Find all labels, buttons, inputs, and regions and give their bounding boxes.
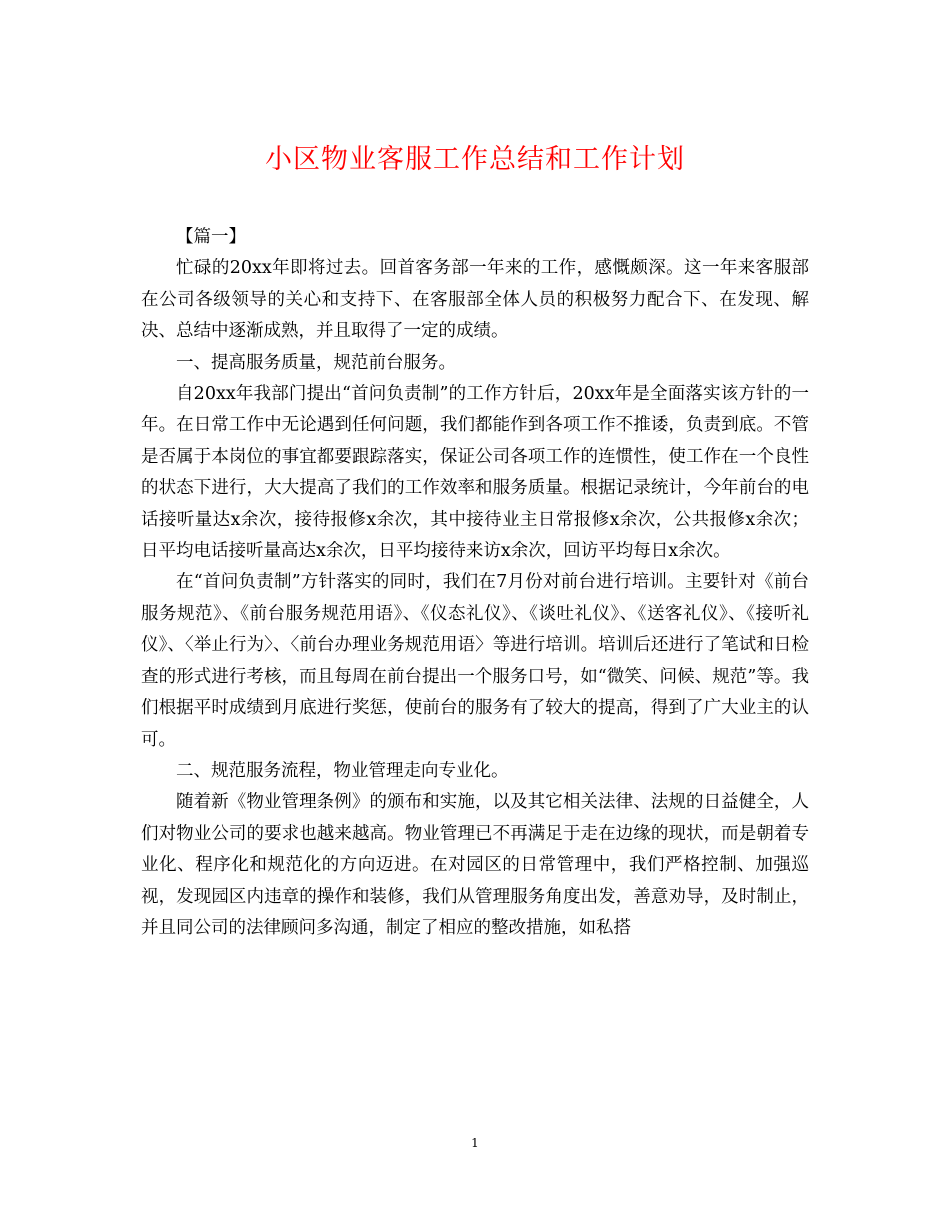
page-number: 1	[471, 1136, 479, 1150]
section-heading: 二、规范服务流程，物业管理走向专业化。	[176, 760, 509, 781]
section-heading: 一、提高服务质量，规范前台服务。	[176, 352, 456, 373]
document-title: 小区物业客服工作总结和工作计划	[265, 144, 685, 175]
document-body	[141, 222, 809, 944]
paragraph: 自20xx年我部门提出“首问负责制”的工作方针后，20xx年是全面落实该方针的一年。在日常工作中无论遇到任何问题，我们都能作到各项工作不推诿，负责到底。不管是否属于本岗位的事宜都要跟踪落实，保证公司各项工作的连惯性，使工作在一个良性的状态下进行，大大提高了我们的工作效率和服务质量。根据记录统计，今年前台的电话接听量达x余次，接待报修x余次，其中接待业主日常报修x余次，公共报修x余次；日平均电话接听量高达x余次，日平均接待来访x余次，回访平均每日x余次。	[141, 384, 809, 562]
paragraph: 随着新《物业管理条例》的颁布和实施，以及其它相关法律、法规的日益健全，人们对物业公司的要求也越来越高。物业管理已不再满足于走在边缘的现状，而是朝着专业化、程序化和规范化的方向迈进。在对园区的日常管理中，我们严格控制、加强巡视，发现园区内违章的操作和装修，我们从管理服务角度出发，善意劝导，及时制止，并且同公司的法律顾问多沟通，制定了相应的整改措施，如私搭	[141, 792, 809, 938]
paragraph: 在“首问负责制”方针落实的同时，我们在7月份对前台进行培训。主要针对《前台服务规范》、《前台服务规范用语》、《仪态礼仪》、《谈吐礼仪》、《送客礼仪》、《接听礼仪》、〈举止行为〉、〈前台办理业务规范用语〉等进行培训。培训后还进行了笔试和日检查的形式进行考核，而且每周在前台提出一个服务口号，如“微笑、问候、规范”等。我们根据平时成绩到月底进行奖惩，使前台的服务有了较大的提高，得到了广大业主的认可。	[141, 572, 809, 750]
section-heading: 【篇一】	[176, 227, 246, 247]
paragraph: 忙碌的20xx年即将过去。回首客务部一年来的工作，感慨颇深。这一年来客服部在公司各级领导的关心和支持下、在客服部全体人员的积极努力配合下、在发现、解决、总结中逐渐成熟，并且取得了一定的成绩。	[141, 258, 809, 342]
